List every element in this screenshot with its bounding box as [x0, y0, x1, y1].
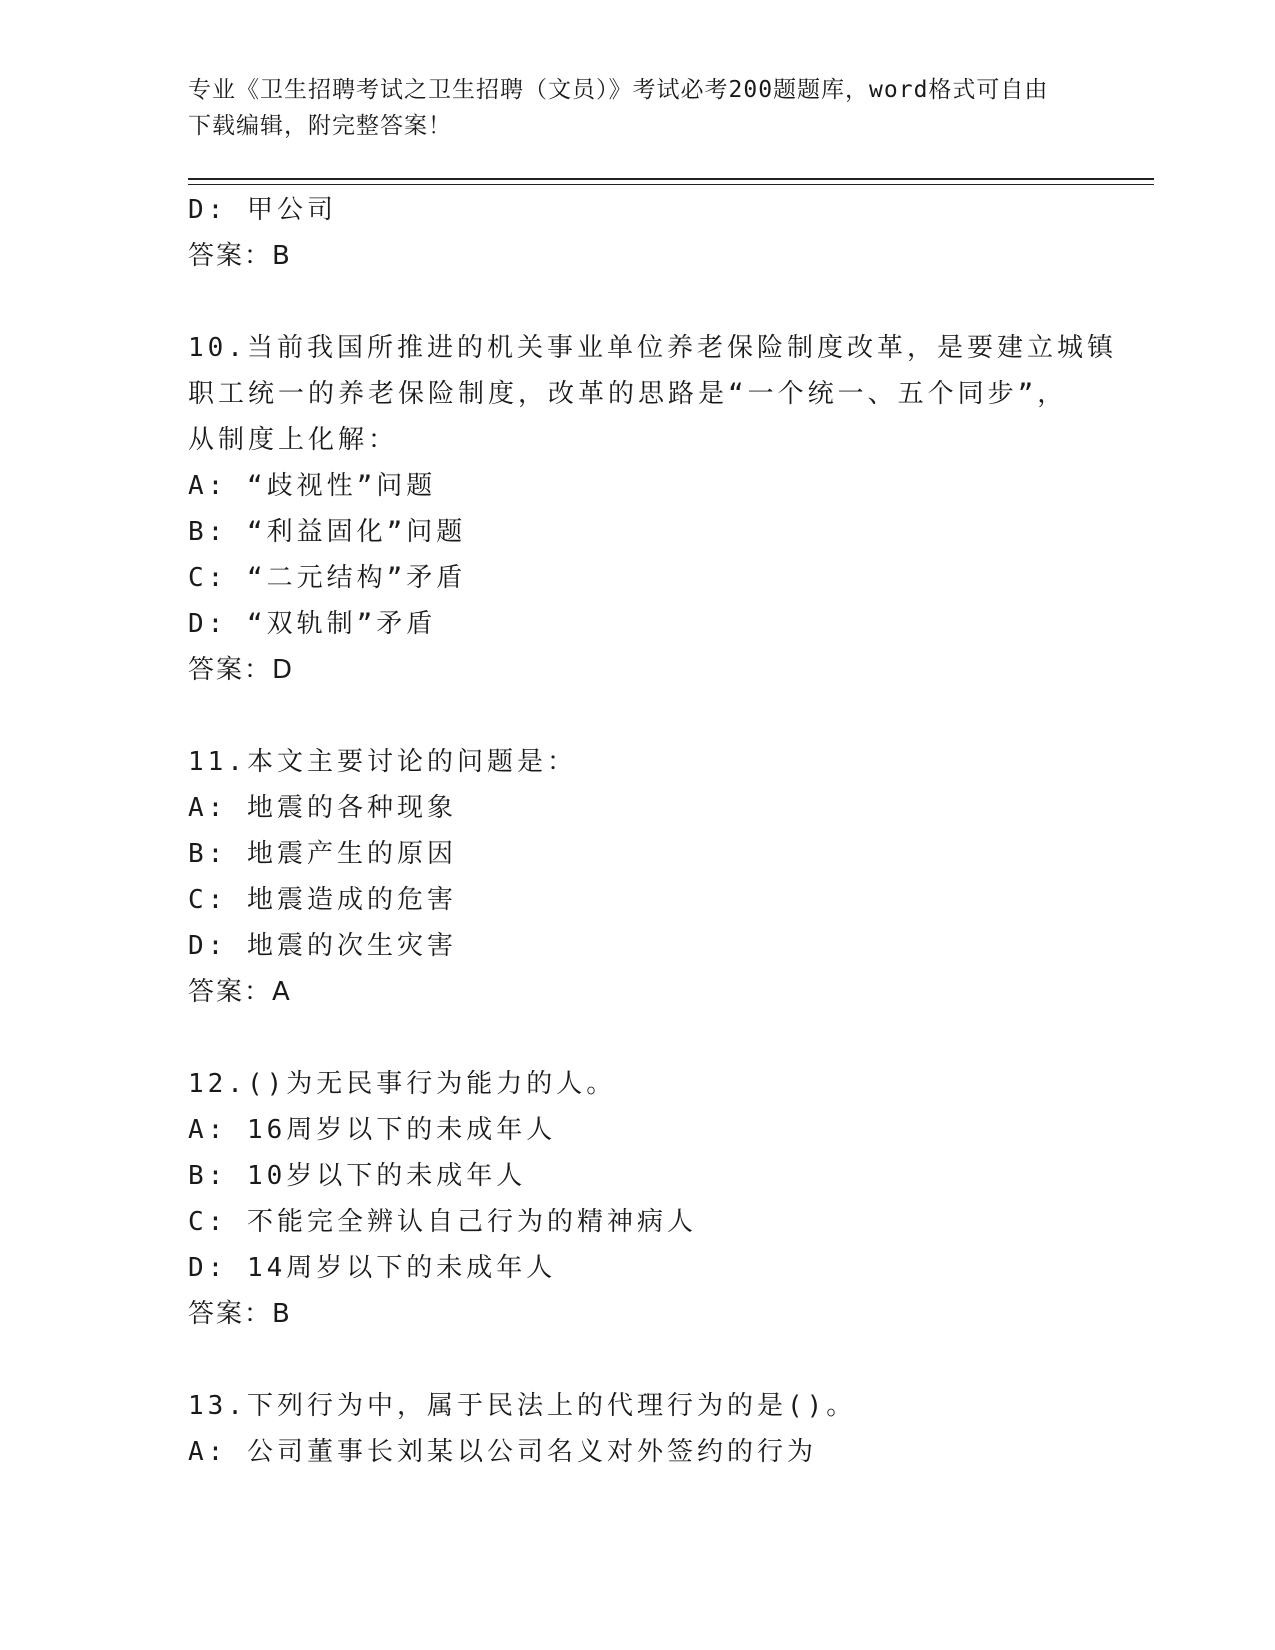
answer-line: 答案：A: [188, 977, 292, 1007]
option-c: C: “二元结构”矛盾: [188, 563, 467, 593]
question-10: [188, 325, 1117, 693]
question-stem: 从制度上化解：: [188, 425, 399, 455]
question-13: [188, 1383, 1088, 1475]
question-stem: 10.当前我国所推进的机关事业单位养老保险制度改革，是要建立城镇: [188, 333, 1117, 363]
question-stem: 11.本文主要讨论的问题是：: [188, 747, 577, 777]
option-b: B: “利益固化”问题: [188, 517, 467, 547]
answer-line: 答案：B: [188, 1299, 292, 1329]
option-a: A: “歧视性”问题: [188, 471, 437, 501]
option-c: C: 不能完全辨认自己行为的精神病人: [188, 1207, 697, 1237]
document-header: 专业《卫生招聘考试之卫生招聘（文员）》考试必考200题题库，word格式可自由下载编辑，附完整答案！: [188, 77, 1049, 139]
option-d: D: 14周岁以下的未成年人: [188, 1253, 557, 1283]
question-12: [188, 1061, 1088, 1337]
option-d: D: 地震的次生灾害: [188, 931, 457, 961]
option-a: A: 地震的各种现象: [188, 793, 457, 823]
option-c: C: 地震造成的危害: [188, 885, 457, 915]
question-11: [188, 739, 1088, 1015]
document-body: [188, 187, 1117, 1475]
option-d: D: “双轨制”矛盾: [188, 609, 437, 639]
header-divider: [188, 178, 1154, 185]
answer-line: 答案：B: [188, 241, 292, 271]
question-stem: 13.下列行为中，属于民法上的代理行为的是()。: [188, 1391, 857, 1421]
question-stem: 职工统一的养老保险制度，改革的思路是“一个统一、五个同步”，: [188, 379, 1068, 409]
question-stem: 12.()为无民事行为能力的人。: [188, 1069, 617, 1099]
option-b: B: 地震产生的原因: [188, 839, 457, 869]
option-d: D: 甲公司: [188, 195, 337, 225]
option-a: A: 16周岁以下的未成年人: [188, 1115, 557, 1145]
option-b: B: 10岁以下的未成年人: [188, 1161, 527, 1191]
answer-line: 答案：D: [188, 655, 295, 685]
option-a: A: 公司董事长刘某以公司名义对外签约的行为: [188, 1437, 817, 1467]
